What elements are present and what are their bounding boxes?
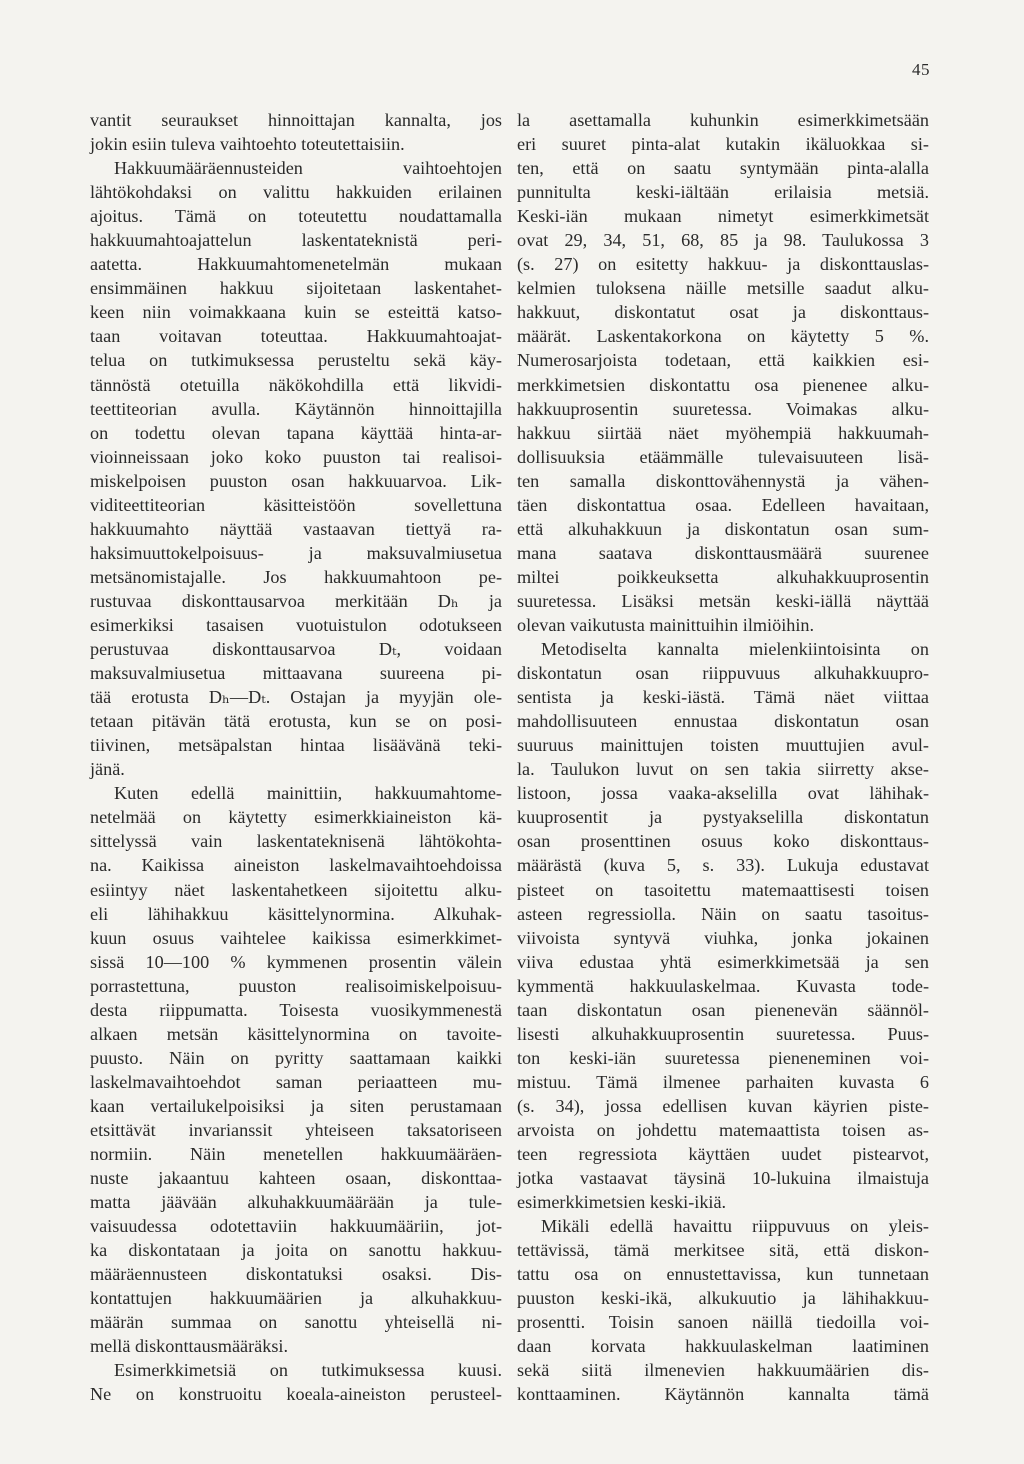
text-line: tattu osa on ennustettavissa, kun tunnetaan	[517, 1264, 929, 1285]
text-line: tettävissä, tämä merkitsee sitä, että diskon-	[517, 1240, 929, 1261]
right-text-column	[517, 108, 929, 1407]
text-line: määrästä (kuva 5, s. 33). Lukuja edustavat	[517, 855, 929, 876]
text-line: Keski-iän mukaan nimetyt esimerkkimetsät	[517, 206, 929, 227]
text-line: vantit seuraukset hinnoittajan kannalta, jos	[90, 110, 502, 130]
text-line: la asettamalla kuhunkin esimerkkimetsään	[517, 110, 929, 130]
text-line: on todettu olevan tapana käyttää hinta-ar-	[90, 422, 502, 443]
text-line: esimerkkimetsien keski-ikiä.	[517, 1192, 727, 1213]
text-line: perustuvaa diskonttausarvoa Dₜ, voidaan	[90, 639, 502, 660]
text-line: jokin esiin tuleva vaihtoehto toteutettaisiin.	[90, 134, 405, 155]
text-line: tää erotusta Dₕ—Dₜ. Ostajan ja myyjän ole-	[90, 687, 502, 708]
text-line: hakkuuprosentin suuretessa. Voimakas alku-	[517, 398, 929, 419]
text-line: Kuten edellä mainittiin, hakkuumahtome-	[114, 783, 502, 804]
text-line: konttaaminen. Käytännön kannalta tämä	[517, 1384, 929, 1405]
text-line: etsittävät invarianssit yhteiseen taksatoriseen	[90, 1119, 502, 1140]
text-line: telua on tutkimuksessa perusteltu sekä käy-	[90, 350, 502, 371]
text-line: jotka vastaavat täysinä 10-lukuina ilmaistuja	[517, 1168, 929, 1189]
text-line: la. Taulukon luvut on sen takia siirretty akse-	[517, 759, 929, 780]
text-line: että alkuhakkuun ja diskontatun osan sum-	[517, 518, 929, 539]
text-line: merkkimetsien diskontattu osa pienenee alku-	[517, 374, 929, 395]
text-line: Mikäli edellä havaittu riippuvuus on yleis-	[541, 1216, 929, 1237]
text-line: ten, että on saatu syntymään pinta-alalla	[517, 158, 929, 179]
text-line: esimerkiksi tasaisen vuotuistulon odotukseen	[90, 614, 502, 635]
text-line: sentista ja keski-iästä. Tämä näet viittaa	[517, 687, 929, 708]
text-line: kuun osuus vaihtelee kaikissa esimerkkimet-	[90, 927, 502, 948]
text-line: miskelpoisen puuston osan hakkuuarvoa. Lik-	[90, 470, 502, 491]
text-line: metsänomistajalle. Jos hakkuumahtoon pe-	[90, 566, 502, 587]
text-line: desta riippumatta. Toisesta vuosikymmenestä	[90, 999, 502, 1020]
text-line: (s. 27) on esitetty hakkuu- ja diskonttauslas-	[517, 254, 929, 275]
text-line: ensimmäinen hakkuu sijoitetaan laskentahet-	[90, 278, 502, 299]
text-line: haksimuuttokelpoisuus- ja maksuvalmiusetua	[90, 542, 502, 563]
text-line: taan voitavan toteuttaa. Hakkuumahtoajat-	[90, 326, 502, 347]
text-line: kelmien tuloksena näille metsille saadut alku-	[517, 278, 929, 299]
text-line: maksuvalmiusetua mittaavana suureena pi-	[90, 663, 502, 684]
text-line: ovat 29, 34, 51, 68, 85 ja 98. Taulukossa 3	[517, 230, 929, 251]
text-line: sittelyssä vain laskentateknisenä lähtökohta-	[90, 831, 502, 852]
text-line: rustuvaa diskonttausarvoa merkitään Dₕ ja	[90, 590, 502, 611]
text-line: kontattujen hakkuumäärien ja alkuhakkuu-	[90, 1288, 502, 1309]
text-line: puuston keski-ikä, alkukuutio ja lähihakkuu-	[517, 1288, 929, 1309]
text-line: puusto. Näin on pyritty saattamaan kaikki	[90, 1047, 502, 1068]
text-line: tännöstä otetuilla näkökohdilla että likvidi-	[90, 374, 502, 395]
text-line: olevan vaikutusta mainittuihin ilmiöihin.	[517, 614, 815, 635]
text-line: na. Kaikissa aineiston laskelmavaihtoehdoissa	[90, 855, 502, 876]
text-line: listoon, jossa vaaka-akselilla ovat lähihak-	[517, 783, 929, 804]
text-line: vioinneissaan joko koko puuston tai realisoi-	[90, 446, 502, 467]
text-line: miltei poikkeuksetta alkuhakkuuprosentin	[517, 566, 929, 587]
text-line: ajoitus. Tämä on toteutettu noudattamalla	[90, 206, 502, 227]
text-line: tetaan pitävän tätä erotusta, kun se on posi-	[90, 711, 502, 732]
text-line: arvoista on johdettu matemaattista toisen as-	[517, 1119, 929, 1140]
text-line: lähtökohdaksi on valittu hakkuiden erilainen	[90, 182, 502, 203]
text-line: ka diskontataan ja joita on sanottu hakkuu-	[90, 1240, 502, 1261]
text-line: viiva edustaa yhtä esimerkkimetsää ja sen	[517, 951, 929, 972]
text-line: pisteet on tasoitettu matemaattisesti toisen	[517, 879, 929, 900]
text-line: Numerosarjoista todetaan, että kaikkien esi-	[517, 350, 929, 371]
text-line: vaisuudessa odotettaviin hakkuumääriin, jot-	[90, 1216, 502, 1237]
text-line: diskontatun osan riippuvuus alkuhakkuupro-	[517, 663, 929, 684]
text-line: esiintyy näet laskentahetkeen sijoitettu alku-	[90, 879, 502, 900]
text-line: kuuprosentit ja pystyakselilla diskontatun	[517, 807, 929, 828]
text-line: daan korvata hakkuulaskelman laatiminen	[517, 1336, 929, 1357]
text-line: eli lähihakkuu käsittelynormina. Alkuhak-	[90, 903, 502, 924]
text-line: osan prosenttinen osuus koko diskonttaus-	[517, 831, 929, 852]
text-line: viditeettiteorian käsitteistöön sovellettuna	[90, 494, 502, 515]
text-line: punnitulta keski-iältään erilaisia metsiä.	[517, 182, 929, 203]
text-line: hakkuumahto näyttää vastaavan tiettyä ra-	[90, 518, 502, 539]
text-line: sekä siitä ilmenevien hakkuumäärien dis-	[517, 1360, 929, 1381]
text-line: porrastettuna, puuston realisoimiskelpoisuu-	[90, 975, 502, 996]
text-line: Ne on konstruoitu koeala-aineiston perusteel-	[90, 1384, 502, 1405]
text-line: Esimerkkimetsiä on tutkimuksessa kuusi.	[114, 1360, 502, 1381]
text-line: mellä diskonttausmääräksi.	[90, 1336, 288, 1357]
text-line: normiin. Näin menetellen hakkuumääräen-	[90, 1144, 502, 1165]
text-line: hakkuumahtoajattelun laskentateknistä peri-	[90, 230, 502, 251]
text-line: ton keski-iän suuretessa pieneneminen voi-	[517, 1047, 929, 1068]
text-line: laskelmavaihtoehdot saman periaatteen mu-	[90, 1071, 502, 1092]
text-line: matta jäävään alkuhakkuumäärään ja tule-	[90, 1192, 502, 1213]
text-line: nuste jakaantuu kahteen osaan, diskonttaa-	[90, 1168, 502, 1189]
text-line: (s. 34), jossa edellisen kuvan käyrien piste-	[517, 1095, 929, 1116]
text-line: määrän summaa on sanottu yhteisellä ni-	[90, 1312, 502, 1333]
page-number: 45	[912, 60, 930, 79]
text-line: ten samalla diskonttovähennystä ja vähen-	[517, 470, 929, 491]
text-line: taan diskontatun osan pienenevän säännöl-	[517, 999, 929, 1020]
text-line: määrät. Laskentakorkona on käytetty 5 %.	[517, 326, 929, 347]
text-line: lisesti alkuhakkuuprosentin suuretessa. Puus-	[517, 1023, 929, 1044]
text-line: keen niin voimakkaana kuin se esteittä katso-	[90, 302, 502, 323]
text-line: täen diskontattua osaa. Edelleen havaitaan,	[517, 494, 929, 515]
text-line: mana saatava diskonttausmäärä suurenee	[517, 542, 929, 563]
text-line: dollisuuksia etäämmälle tulevaisuuteen lisä-	[517, 446, 929, 467]
text-line: määräennusteen diskontatuksi osaksi. Dis-	[90, 1264, 502, 1285]
text-line: teen regressiota käyttäen uudet pistearvot,	[517, 1144, 929, 1165]
text-line: asteen regressiolla. Näin on saatu tasoitus-	[517, 903, 929, 924]
text-line: viivoista syntyvä viuhka, jonka jokainen	[517, 927, 929, 948]
text-line: mistuu. Tämä ilmenee parhaiten kuvasta 6	[517, 1071, 929, 1092]
text-line: Hakkuumääräennusteiden vaihtoehtojen	[114, 158, 502, 179]
text-line: eri suuret pinta-alat kutakin ikäluokkaa si-	[517, 134, 929, 155]
text-line: sissä 10—100 % kymmenen prosentin välein	[90, 951, 502, 972]
text-line: hakkuu siirtää näet myöhempiä hakkuumah-	[517, 422, 929, 443]
text-line: teettiteorian avulla. Käytännön hinnoittajilla	[90, 398, 502, 419]
left-text-column	[90, 108, 502, 1407]
text-line: suuruus mainittujen toisten muuttujien avul-	[517, 735, 929, 756]
text-line: tiivinen, metsäpalstan hintaa lisäävänä teki-	[90, 735, 502, 756]
text-line: prosentti. Toisin sanoen näillä tiedoilla voi-	[517, 1312, 929, 1333]
text-line: hakkuut, diskontatut osat ja diskonttaus-	[517, 302, 929, 323]
text-line: suuretessa. Lisäksi metsän keski-iällä näyttää	[517, 590, 929, 611]
text-line: kymmentä hakkuulaskelmaa. Kuvasta tode-	[517, 975, 929, 996]
text-line: mahdollisuuteen ennustaa diskontatun osan	[517, 711, 929, 732]
text-line: alkaen metsän käsittelynormina on tavoite-	[90, 1023, 502, 1044]
text-line: kaan vertailukelpoisiksi ja siten perustamaan	[90, 1095, 502, 1116]
text-line: Metodiselta kannalta mielenkiintoisinta on	[541, 639, 929, 660]
text-line: netelmää on käytetty esimerkkiaineiston kä-	[90, 807, 502, 828]
text-line: aatetta. Hakkuumahtomenetelmän mukaan	[90, 254, 502, 275]
text-line: jänä.	[90, 759, 125, 780]
